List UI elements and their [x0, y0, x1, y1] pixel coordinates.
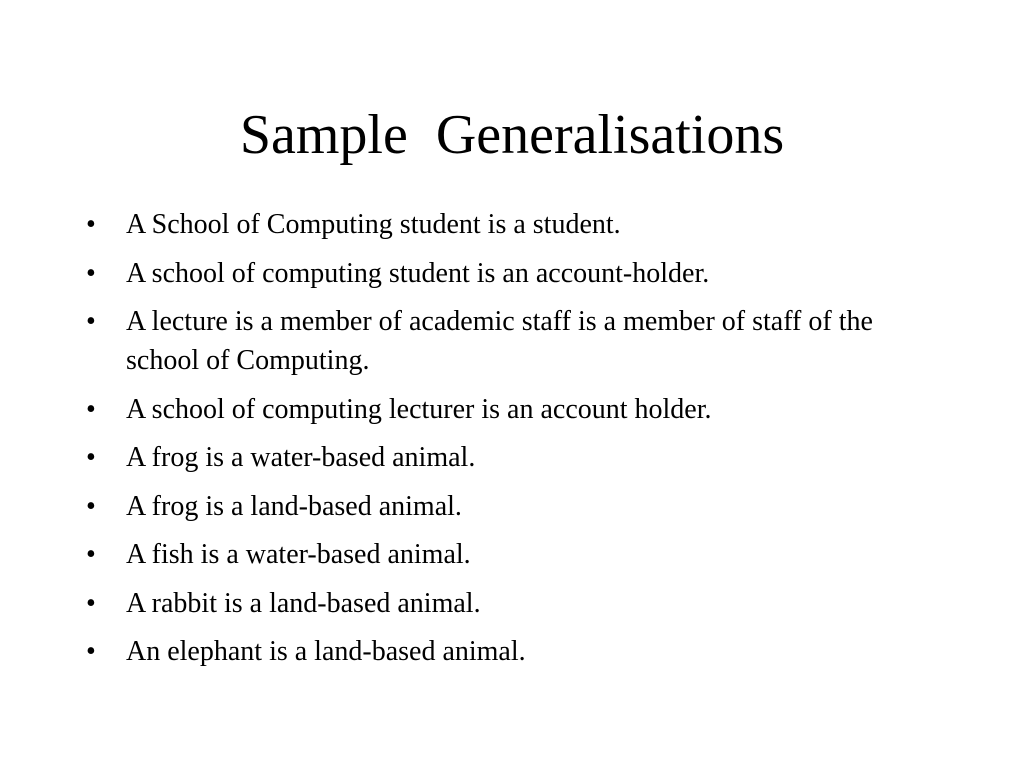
list-item-text: A fish is a water-based animal.: [126, 539, 471, 570]
list-item-text: A frog is a land-based animal.: [126, 490, 462, 522]
list-item: [86, 205, 906, 244]
list-item-text: A frog is a water-based animal.: [126, 442, 476, 473]
list-item-text: A school of computing student is an account-holder.: [126, 257, 710, 289]
list-item: [86, 535, 906, 574]
bullet-icon: •: [86, 636, 96, 667]
bullet-icon: •: [86, 490, 96, 522]
list-item: [86, 438, 906, 477]
bullet-icon: •: [86, 209, 96, 240]
bullet-icon: •: [86, 587, 96, 619]
list-item: [86, 584, 906, 623]
bullet-icon: •: [86, 539, 96, 570]
list-item: [86, 254, 906, 293]
bullet-icon: •: [86, 393, 96, 425]
list-item: [86, 632, 906, 671]
list-item-text: An elephant is a land-based animal.: [126, 636, 526, 667]
list-item: [86, 302, 906, 380]
list-item: [86, 390, 906, 429]
list-item: [86, 487, 906, 526]
bullet-list: [86, 205, 906, 681]
list-item-text: A school of computing lecturer is an account holder.: [126, 393, 712, 425]
list-item-text: A lecture is a member of academic staff is a member of staff of the school of Computing.: [126, 306, 873, 376]
slide-title: Sample Generalisations: [239, 104, 785, 166]
list-item-text: A School of Computing student is a student.: [126, 209, 621, 240]
bullet-icon: •: [86, 257, 96, 289]
bullet-icon: •: [86, 442, 96, 473]
list-item-text: A rabbit is a land-based animal.: [126, 587, 481, 619]
bullet-icon: •: [86, 306, 96, 337]
